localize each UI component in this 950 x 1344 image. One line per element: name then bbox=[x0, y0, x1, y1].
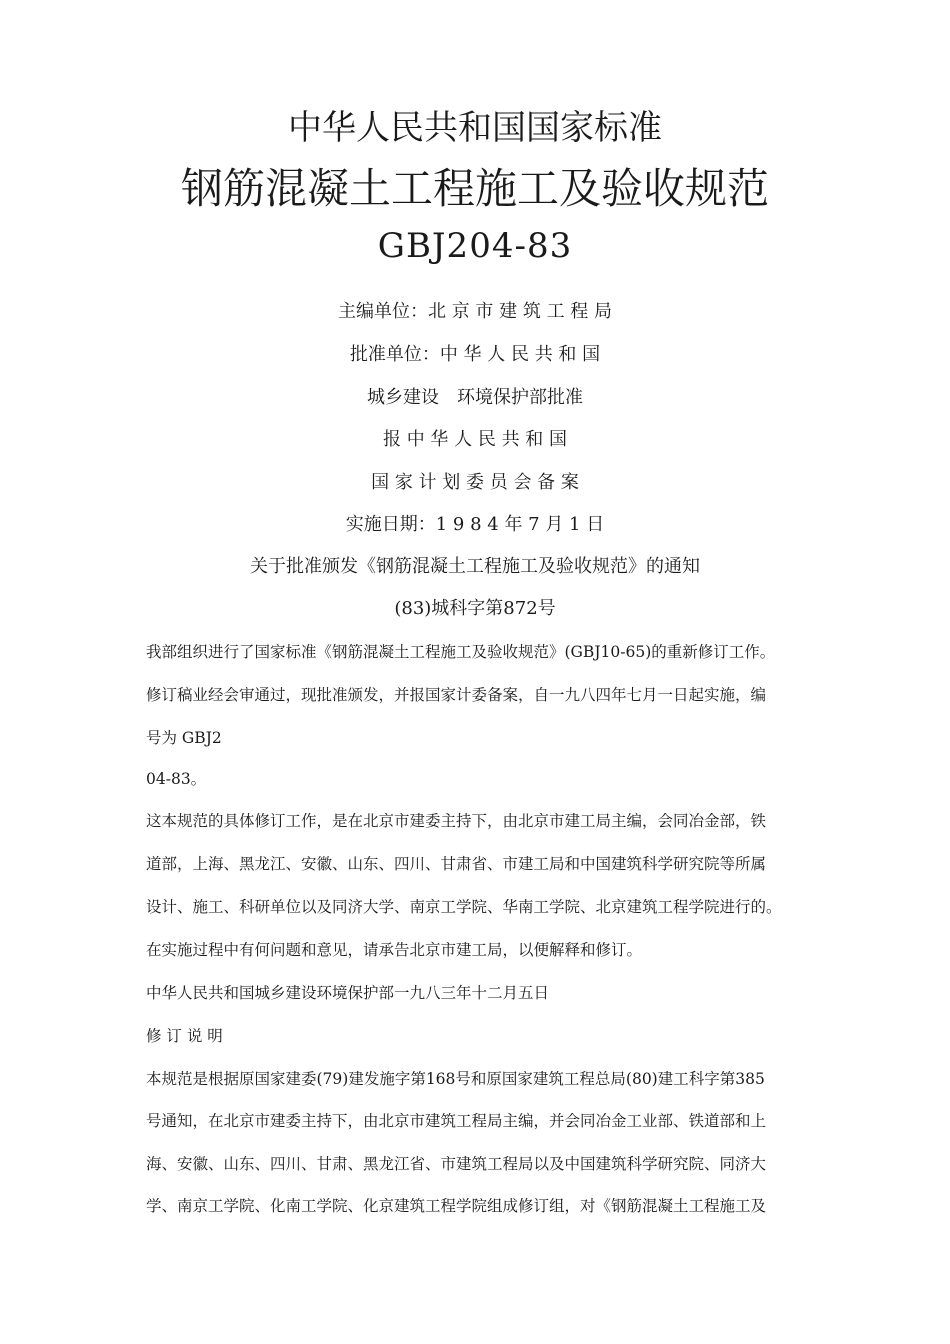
editor-unit: 主编单位：北 京 市 建 筑 工 程 局 bbox=[337, 301, 613, 322]
body-line: 设计、施工、科研单位以及同济大学、南京工学院、华南工学院、北京建筑工程学院进行的。 bbox=[146, 898, 782, 916]
standard-title: 中华人民共和国国家标准 bbox=[288, 108, 662, 148]
effective-date: 实施日期：1 9 8 4 年 7 月 1 日 bbox=[345, 514, 605, 535]
body-line: 学、南京工学院、化南工学院、化京建筑工程学院组成修订组，对《钢筋混凝土工程施工及 bbox=[146, 1197, 767, 1215]
body-line: 道部，上海、黑龙江、安徽、山东、四川、甘肃省、市建工局和中国建筑科学研究院等所属 bbox=[146, 855, 767, 873]
signature-line: 中华人民共和国城乡建设环境保护部一九八三年十二月五日 bbox=[146, 984, 550, 1002]
main-title: 钢筋混凝土工程施工及验收规范 bbox=[180, 164, 769, 213]
record-unit: 报 中 华 人 民 共 和 国 bbox=[382, 429, 568, 450]
body-line: 海、安徽、山东、四川、甘肃、黑龙江省、市建筑工程局以及中国建筑科学研究院、同济大 bbox=[146, 1155, 767, 1173]
standard-code: GBJ204-83 bbox=[377, 226, 573, 266]
body-line: 号通知，在北京市建委主持下，由北京市建筑工程局主编，并会同冶金工业部、铁道部和上 bbox=[146, 1112, 767, 1130]
approver-unit-2: 城乡建设 环境保护部批准 bbox=[367, 387, 583, 408]
approver-unit: 批准单位：中 华 人 民 共 和 国 bbox=[349, 344, 601, 365]
body-line: 修订稿业经会审通过，现批准颁发，并报国家计委备案，自一九八四年七月一日起实施，编 bbox=[146, 686, 767, 704]
record-unit-2: 国 家 计 划 委 员 会 备 案 bbox=[371, 472, 579, 493]
section-heading: 修 订 说 明 bbox=[146, 1027, 223, 1045]
body-line: 本规范是根据原国家建委(79)建发施字第168号和原国家建筑工程总局(80)建工科字第385 bbox=[146, 1070, 765, 1088]
notice-number: (83)城科字第872号 bbox=[394, 598, 556, 619]
body-line: 我部组织进行了国家标准《钢筋混凝土工程施工及验收规范》(GBJ10-65)的重新修订工作。 bbox=[146, 643, 776, 661]
body-line: 在实施过程中有何问题和意见，请承告北京市建工局，以便解释和修订。 bbox=[146, 941, 643, 959]
body-line: 号为 GBJ2 bbox=[146, 729, 222, 747]
body-line: 这本规范的具体修订工作，是在北京市建委主持下，由北京市建工局主编，会同冶金部，铁 bbox=[146, 812, 767, 830]
notice-title: 关于批准颁发《钢筋混凝土工程施工及验收规范》的通知 bbox=[250, 556, 700, 577]
body-line: 04-83。 bbox=[146, 770, 207, 788]
